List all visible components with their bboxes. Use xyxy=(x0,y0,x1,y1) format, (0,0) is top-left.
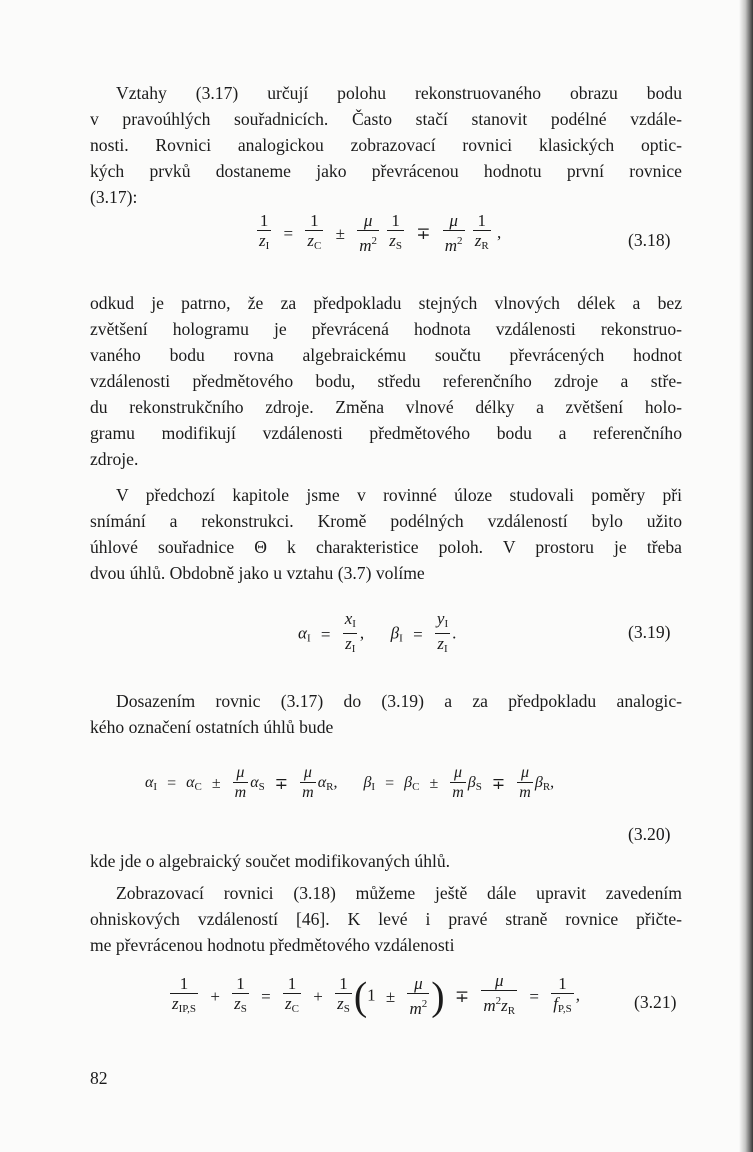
fraction: $\frac{\mu}{m}$ xyxy=(519,764,531,801)
text-line: kých prvků dostaneme jako převrácenou hodnotu první rovnice xyxy=(90,161,682,181)
page-edge-shadow xyxy=(739,0,753,1152)
text-line: v pravoúhlých souřadnicích. Často stačí stanovit podélné vzdále- xyxy=(90,109,682,129)
fraction: $\frac{1}{z_C}$ xyxy=(305,212,323,256)
fraction: $\frac{1}{z_S}$ xyxy=(387,212,404,256)
text-line: V předchozí kapitole jsme v rovinné úloze studovali poměry při xyxy=(116,485,682,505)
fraction: $\frac{\mu}{m^2}$ xyxy=(444,211,463,255)
text-line: snímání a rekonstrukci. Kromě podélných vzdáleností bylo užito xyxy=(90,511,682,531)
text-line: (3.17): xyxy=(90,187,138,207)
text-line: Vztahy (3.17) určují polohu rekonstruovaného obrazu bodu xyxy=(116,83,682,103)
text-line: úhlové souřadnice Θ k charakteristice poloh. V prostoru je třeba xyxy=(90,537,682,557)
text-line: vzdálenosti předmětového bodu, středu referenčního zdroje a stře- xyxy=(90,371,682,391)
text-line: zdroje. xyxy=(90,449,139,469)
text-line: gramu modifikují vzdálenosti předmětového bodu a referenčního xyxy=(90,423,682,443)
fraction: $\frac{1}{z_R}$ xyxy=(473,212,491,256)
fraction: $\frac{\mu}{m}$ xyxy=(452,764,464,801)
paragraph-5 xyxy=(90,848,682,874)
fraction: $\frac{1}{z_C}$ xyxy=(283,975,301,1019)
paragraph-2 xyxy=(90,290,682,472)
text-line: du rekonstrukčního zdroje. Změna vlnové délky a zvětšení holo- xyxy=(90,397,682,417)
paragraph-3 xyxy=(90,482,682,586)
fraction: $\frac{\mu}{m^2z_R}$ xyxy=(481,972,517,1021)
text-line: zvětšení hologramu je převrácená hodnota vzdálenosti rekonstruo- xyxy=(90,319,682,339)
text-line: kého označení ostatních úhlů bude xyxy=(90,717,334,737)
fraction: $\frac{x_I}{z_I}$ xyxy=(343,610,358,659)
paragraph-4 xyxy=(90,688,682,740)
equation-3-19: $\alpha_I$ = $\frac{x_I}{z_I}$ , $\beta_I$ = $\frac{y_I}{z_I}$ . xyxy=(298,610,518,659)
fraction: $\frac{1}{z_I}$ xyxy=(257,212,271,256)
text-line: ohniskových vzdáleností [46]. K levé i pravé straně rovnice přičte- xyxy=(90,909,682,929)
fraction: $\frac{\mu}{m^2}$ xyxy=(359,211,377,255)
fraction: $\frac{y_I}{z_I}$ xyxy=(435,610,450,659)
equation-3-21: $\frac{1}{z_{IP,S}}$ + $\frac{1}{z_S}$ = $\frac{1}{z_C}$ + $\frac{1}{z_S}$ (1 ± $\frac{\mu}{m^2}$ ) ∓ $\frac{\mu}{m^2z_R}$ = $\frac{1}{f_{P,S}}$ , xyxy=(168,972,628,1021)
equation-number: (3.19) xyxy=(628,622,671,642)
text-line: odkud je patrno, že za předpokladu stejných vlnových délek a bez xyxy=(90,293,682,313)
text-line: dvou úhlů. Obdobně jako u vztahu (3.7) volíme xyxy=(90,563,425,583)
fraction: $\frac{1}{z_{IP,S}}$ xyxy=(170,975,198,1019)
fraction: $\frac{\mu}{m^2}$ xyxy=(409,973,428,1018)
text-line: me převrácenou hodnotu předmětového vzdálenosti xyxy=(90,935,455,955)
text-line: Dosazením rovnic (3.17) do (3.19) a za předpokladu analogic- xyxy=(116,691,682,711)
text-line: nosti. Rovnici analogickou zobrazovací rovnici klasických optic- xyxy=(90,135,682,155)
fraction: $\frac{\mu}{m}$ xyxy=(302,764,314,801)
equation-3-18: $\frac{1}{z_I}$ = $\frac{1}{z_C}$ ± $\frac{\mu}{m^2}$ $\frac{1}{z_S}$ ∓ $\frac{\mu}{m^2}$ $\frac{1}{z_R}$ , xyxy=(259,211,502,255)
fraction: $\frac{1}{z_S}$ xyxy=(335,975,352,1019)
equation-number: (3.20) xyxy=(628,824,671,844)
page-number: 82 xyxy=(90,1068,108,1088)
text-line: kde jde o algebraický součet modifikovaných úhlů. xyxy=(90,851,451,871)
equation-3-20: $\alpha_I = \alpha_C$ ± $\frac{\mu}{m}$ $\alpha_S$ ∓ $\frac{\mu}{m}$ $\alpha_R$, $\beta_I = \beta_C$ ± $\frac{\mu}{m}$ $\beta_S$ ∓ $\frac{\mu}{m}$ $\beta_R$, xyxy=(145,764,555,801)
fraction: $\frac{\mu}{m}$ xyxy=(234,764,247,801)
text-line: Zobrazovací rovnici (3.18) můžeme ještě dále upravit zavedením xyxy=(116,883,682,903)
equation-number: (3.18) xyxy=(628,230,671,250)
paragraph-6 xyxy=(90,880,682,958)
fraction: $\frac{1}{z_S}$ xyxy=(232,975,249,1019)
text-line: vaného bodu rovna algebraickému součtu převrácených hodnot xyxy=(90,345,682,365)
fraction: $\frac{1}{f_{P,S}}$ xyxy=(551,975,574,1019)
paragraph-1 xyxy=(90,80,682,210)
equation-number: (3.21) xyxy=(634,992,677,1012)
